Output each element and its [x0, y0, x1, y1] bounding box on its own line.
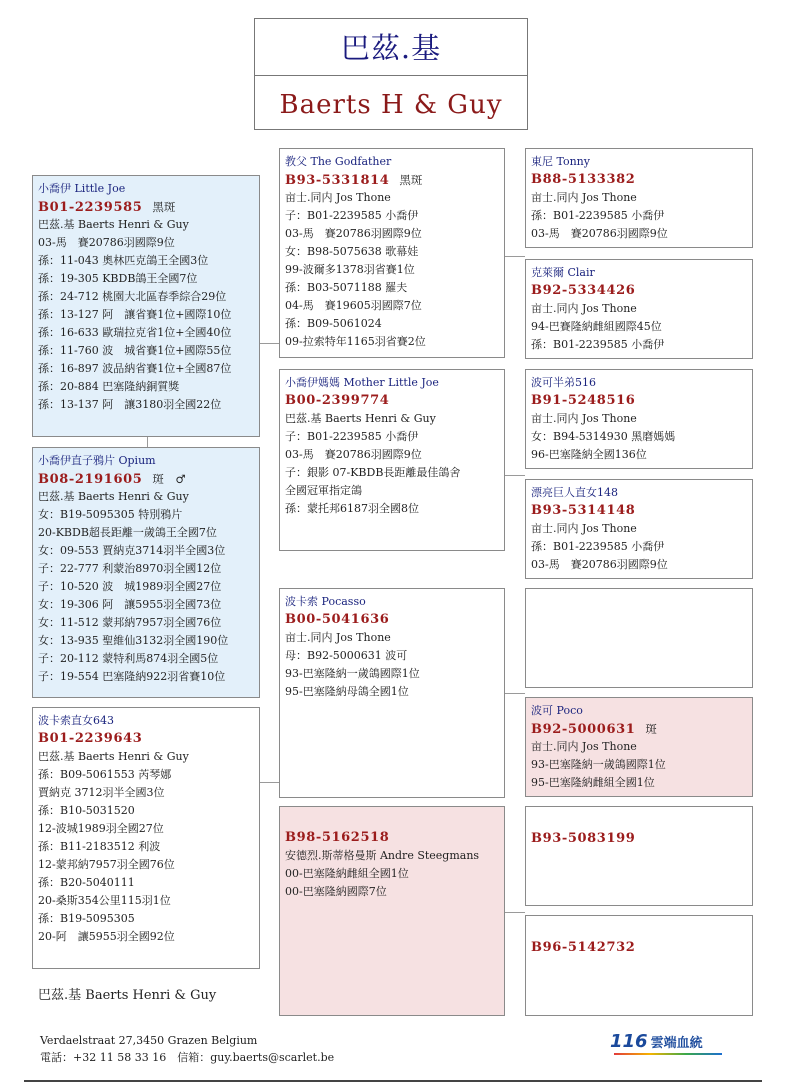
record-line: 00-巴塞隆納雌組全國1位: [285, 867, 409, 880]
record-line: 巴茲.基 Baerts Henri & Guy: [38, 218, 189, 231]
pedigree-title: [254, 18, 528, 130]
record-line: 子：B01-2239585 小喬伊: [285, 430, 419, 443]
ring-number: B92-5000631 斑: [531, 722, 657, 737]
ring-number: B93-5314148: [531, 503, 636, 518]
record-line: 94-巴賽隆納雌組國際45位: [531, 320, 662, 333]
pigeon-name: 小喬伊直子鴉片 Opium: [38, 454, 156, 467]
record-line: 女：B19-5095305 特別鴉片: [38, 508, 183, 521]
pigeon-card-beauty-148: [525, 479, 753, 579]
record-line: 孫：B03-5071188 羅夫: [285, 281, 408, 294]
record-line: 子：銀影 07-KBDB長距離最佳鴿舍: [285, 466, 461, 479]
record-line: 00-巴塞隆納國際7位: [285, 885, 387, 898]
record-line: 亩士.同内 Jos Thone: [285, 631, 391, 644]
record-line: 亩士.同内 Jos Thone: [285, 191, 391, 204]
address: Verdaelstraat 27,3450 Grazen Belgium: [40, 1034, 258, 1047]
contact-info: 電話：+32 11 58 33 16 信箱：guy.baerts@scarlet.be: [40, 1051, 335, 1064]
record-line: 04-馬 賽19605羽國際7位: [285, 299, 422, 312]
record-line: 賈納克 3712羽半全國3位: [38, 786, 165, 799]
record-line: 孫：B11-2183512 利波: [38, 840, 161, 853]
pigeon-name: 波可半弟516: [531, 376, 596, 389]
record-line: 女：B94-5314930 黑磨媽媽: [531, 430, 676, 443]
record-line: 孫：13-127 阿 讓省賽1位+國際10位: [38, 308, 232, 321]
record-line: 女：B98-5075638 歌幕娃: [285, 245, 419, 258]
record-line: 孫：11-760 波 城省賽1位+國際55位: [38, 344, 232, 357]
title-chinese: 巴茲.基: [255, 19, 527, 76]
color-note: 斑: [645, 722, 657, 736]
connector-line: [260, 782, 279, 783]
record-line: 孫：16-633 歐瑞拉克省1位+全國40位: [38, 326, 232, 339]
ring-number: B00-5041636: [285, 612, 390, 627]
bottom-divider: [24, 1080, 762, 1082]
record-line: 亩士.同内 Jos Thone: [531, 191, 637, 204]
record-line: 20-桑斯354公里115羽1位: [38, 894, 171, 907]
pigeon-card-tonny: [525, 148, 753, 248]
owner-name: 巴茲.基 Baerts Henri & Guy: [38, 988, 217, 1003]
record-line: 96-巴塞隆納全國136位: [531, 448, 647, 461]
logo-text: 雲端血統: [650, 1036, 703, 1051]
pigeon-card-mother-little-joe: [279, 369, 505, 551]
pigeon-card-pocasso: [279, 588, 505, 798]
record-line: 20-阿 讓5955羽全國92位: [38, 930, 175, 943]
logo-number: 116: [610, 1031, 648, 1052]
connector-line: [147, 436, 148, 447]
record-line: 孫：16-897 波品納省賽1位+全國87位: [38, 362, 232, 375]
record-line: 子：20-112 蒙特利馬874羽全國5位: [38, 652, 219, 665]
pigeon-name: 教父 The Godfather: [285, 155, 392, 168]
record-line: 子：22-777 利蒙治8970羽全國12位: [38, 562, 222, 575]
record-line: 子：B01-2239585 小喬伊: [285, 209, 419, 222]
record-line: 12-波城1989羽全國27位: [38, 822, 164, 835]
connector-line: [260, 343, 279, 344]
ring-number: B00-2399774: [285, 393, 390, 408]
pigeon-name: 克萊爾 Clair: [531, 266, 595, 279]
pigeon-name: 小喬伊媽媽 Mother Little Joe: [285, 376, 439, 389]
record-line: 子：10-520 波 城1989羽全國27位: [38, 580, 222, 593]
record-line: 孫：24-712 桃園大北區春季綜合29位: [38, 290, 227, 303]
record-line: 孫：B01-2239585 小喬伊: [531, 338, 665, 351]
connector-line: [504, 693, 525, 694]
pigeon-name: 波卡索直女643: [38, 714, 114, 727]
pigeon-card-empty: [525, 588, 753, 688]
record-line: 子：19-554 巴塞隆納922羽省賽10位: [38, 670, 226, 683]
pigeon-name: 波卡索 Pocasso: [285, 595, 366, 608]
logo-underline: [614, 1053, 722, 1055]
record-line: 99-波爾多1378羽省賽1位: [285, 263, 415, 276]
ring-number: B93-5083199: [531, 831, 636, 846]
record-line: 全國冠軍指定鴿: [285, 484, 362, 497]
pigeon-card-643: [32, 707, 260, 969]
record-line: 孫：B10-5031520: [38, 804, 135, 817]
record-line: 03-馬 賽20786羽國際9位: [285, 227, 422, 240]
pigeon-card-clair: [525, 259, 753, 359]
record-line: 93-巴塞隆納一歲鴿國際1位: [285, 667, 420, 680]
pigeon-card-steegmans: [279, 806, 505, 1016]
pigeon-card-poco-half-brother: [525, 369, 753, 469]
record-line: 孫：19-305 KBDB鴿王全國7位: [38, 272, 198, 285]
color-note: 斑 ♂: [152, 472, 186, 486]
record-line: 亩士.同内 Jos Thone: [531, 302, 637, 315]
record-line: 巴茲.基 Baerts Henri & Guy: [285, 412, 436, 425]
pigeon-card-opium: [32, 447, 260, 698]
record-line: 孫：13-137 阿 讓3180羽全國22位: [38, 398, 222, 411]
record-line: 孫：B09-5061553 芮琴娜: [38, 768, 172, 781]
cloud-pedigree-logo: [610, 1031, 722, 1055]
record-line: 93-巴塞隆納一歲鴿國際1位: [531, 758, 666, 771]
ring-number: B96-5142732: [531, 940, 636, 955]
ring-number: B92-5334426: [531, 283, 636, 298]
ring-number: B91-5248516: [531, 393, 636, 408]
ring-number: B01-2239643: [38, 731, 143, 746]
record-line: 女：19-306 阿 讓5955羽全國73位: [38, 598, 222, 611]
record-line: 孫：B01-2239585 小喬伊: [531, 540, 665, 553]
record-line: 巴茲.基 Baerts Henri & Guy: [38, 750, 189, 763]
ring-number: B01-2239585 黑斑: [38, 200, 176, 215]
record-line: 母：B92-5000631 波可: [285, 649, 408, 662]
pigeon-card-b96-5142732: [525, 915, 753, 1016]
record-line: 孫：B09-5061024: [285, 317, 382, 330]
ring-number: B93-5331814 黑斑: [285, 173, 423, 188]
pigeon-card-poco: [525, 697, 753, 797]
record-line: 20-KBDB超長距離一歲鴿王全國7位: [38, 526, 217, 539]
pigeon-name: 東尼 Tonny: [531, 155, 590, 168]
pigeon-card-subject: [32, 175, 260, 437]
record-line: 95-巴塞隆納雌組全國1位: [531, 776, 655, 789]
pigeon-name: 波可 Poco: [531, 704, 583, 717]
connector-line: [504, 912, 525, 913]
ring-number: B98-5162518: [285, 830, 390, 845]
record-line: 女：13-935 聖維仙3132羽全國190位: [38, 634, 229, 647]
record-line: 安德烈.斯蒂格曼斯 Andre Steegmans: [285, 849, 480, 862]
record-line: 女：11-512 蒙邦納7957羽全國76位: [38, 616, 222, 629]
title-english: Baerts H & Guy: [279, 90, 503, 120]
color-note: 黑斑: [399, 173, 423, 187]
record-line: 03-馬 賽20786羽國際9位: [531, 227, 668, 240]
record-line: 03-馬 賽20786羽國際9位: [285, 448, 422, 461]
record-line: 孫：蒙托邦6187羽全國8位: [285, 502, 419, 515]
record-line: 亩士.同内 Jos Thone: [531, 740, 637, 753]
record-line: 孫：20-884 巴塞隆納銅質獎: [38, 380, 180, 393]
contact-block: [40, 1032, 334, 1066]
pigeon-name: [285, 811, 500, 829]
record-line: 12-蒙邦納7957羽全國76位: [38, 858, 175, 871]
record-line: 孫：11-043 奧林匹克鴿王全國3位: [38, 254, 209, 267]
pigeon-card-b93-5083199: [525, 806, 753, 906]
pigeon-card-godfather: [279, 148, 505, 358]
record-line: 孫：B01-2239585 小喬伊: [531, 209, 665, 222]
connector-line: [504, 475, 525, 476]
record-line: 95-巴塞隆納母鴿全國1位: [285, 685, 409, 698]
record-line: 09-拉索特年1165羽省賽2位: [285, 335, 426, 348]
record-line: 孫：B19-5095305: [38, 912, 135, 925]
record-line: 女：09-553 賈納克3714羽半全國3位: [38, 544, 226, 557]
ring-number: B08-2191605 斑 ♂: [38, 472, 186, 487]
record-line: 亩士.同内 Jos Thone: [531, 412, 637, 425]
connector-line: [504, 256, 525, 257]
record-line: 亩士.同内 Jos Thone: [531, 522, 637, 535]
record-line: 03-馬 賽20786羽國際9位: [531, 558, 668, 571]
pigeon-name: 小喬伊 Little Joe: [38, 182, 126, 195]
record-line: 孫：B20-5040111: [38, 876, 135, 889]
color-note: 黑斑: [152, 200, 176, 214]
pigeon-name: 漂亮巨人直女148: [531, 486, 618, 499]
record-line: 巴茲.基 Baerts Henri & Guy: [38, 490, 189, 503]
ring-number: B88-5133382: [531, 172, 636, 187]
record-line: 03-馬 賽20786羽國際9位: [38, 236, 175, 249]
